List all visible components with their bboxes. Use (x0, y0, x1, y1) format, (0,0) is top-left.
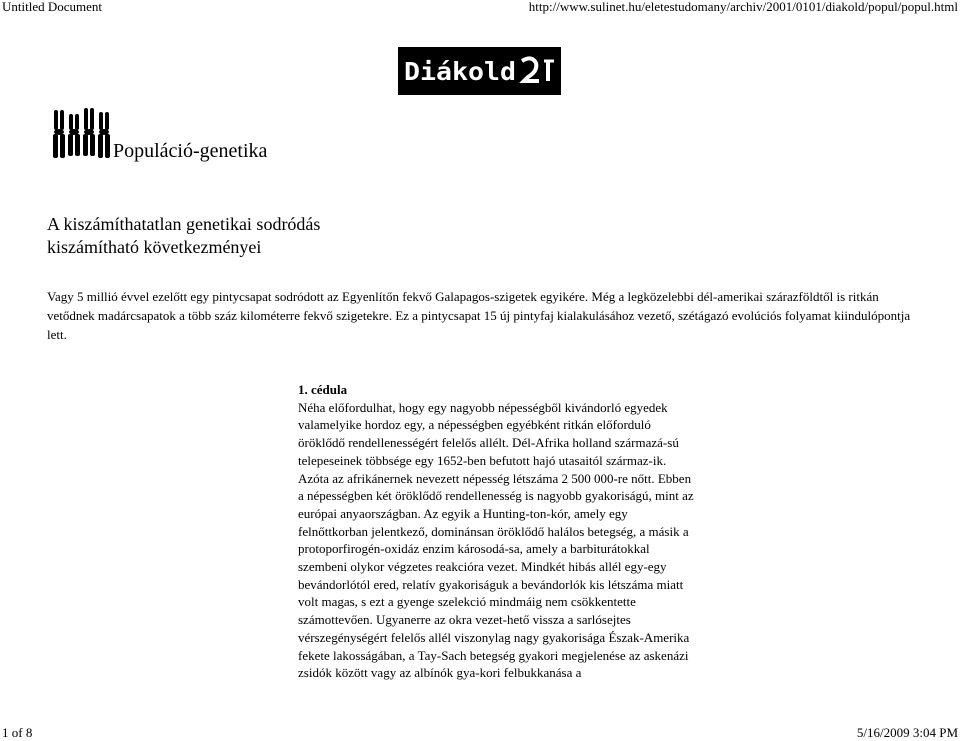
diakold-logo (398, 47, 561, 95)
intro-paragraph: Vagy 5 millió évvel ezelőtt egy pintycsapat sodródott az Egyenlítőn fekvő Galapagos-szigetek egyikére. Még a legközelebbi dél-amerikai szárazföldtől is ritkán vetődnek madárcsapatok a több száz kilométerre fekvő szigetekre. Ez a pintycsapat 15 új pintyfaj kialakulásához vezető, szétágazó evolúciós folyamat kiindulópontja lett. (47, 289, 911, 342)
info-box (298, 381, 698, 682)
print-datetime: 5/16/2009 3:04 PM (856, 725, 958, 740)
box-text: Néha előfordulhat, hogy egy nagyobb népességből kivándorló egyedek valamelyike hordoz egy, a népességben egyébként ritkán előforduló öröklődő rendellenességért felelős allélt. Dél-Afrika holland származá-sú telepeseinek többsége egy 1652-ben befutott hajó utasaitól származ-ik. Azóta az afrikánernek nevezett népesség létszáma 2 500 000-re nőtt. Ebben a népességben két öröklődő rendellenesség is nagyobb gyakoriságú, mint az európai anyaországban. Az egyik a Hunting-ton-kór, amely egy felnőttkorban jelentkező, dominánsan öröklődő halálos betegség, a másik a protoporfirogén-oxidáz enzim károsodá-sa, amely a barbiturátokkal szembeni olykor végzetes reakcióra vezet. Mindkét hibás allél egy-egy bevándorlótól ered, relatív gyakoriságuk a bevándorlók kis létszáma miatt volt magas, s ezt a gyenge szelekció mindmáig nem csökkentette számottevően. Ugyanerre az okra vezet-hető vissza a sarlósejtes vérszegénységért felelős allél viszonylag nagy gyakorisága Észak-Amerika fekete lakosságában, a Tay-Sach betegség gyakori megjelenése az askenázi zsidók között vagy az albínók gya-kori felbukkanása a (298, 399, 694, 681)
article-title-line2: kiszámítható következményei (47, 237, 262, 257)
box-title: 1. cédula (298, 382, 348, 397)
article-title (47, 213, 320, 259)
chromosomes-icon (50, 106, 112, 162)
page-url: http://www.sulinet.hu/eletestudomany/archiv/2001/0101/diakold/popul/popul.html (528, 0, 958, 14)
page-counter: 1 of 8 (2, 725, 33, 740)
section-title: Populáció-genetika (113, 140, 268, 162)
logo-text: Diákold (404, 57, 516, 86)
document-title: Untitled Document (2, 0, 103, 14)
article-title-line1: A kiszámíthatatlan genetikai sodródás (47, 214, 321, 234)
